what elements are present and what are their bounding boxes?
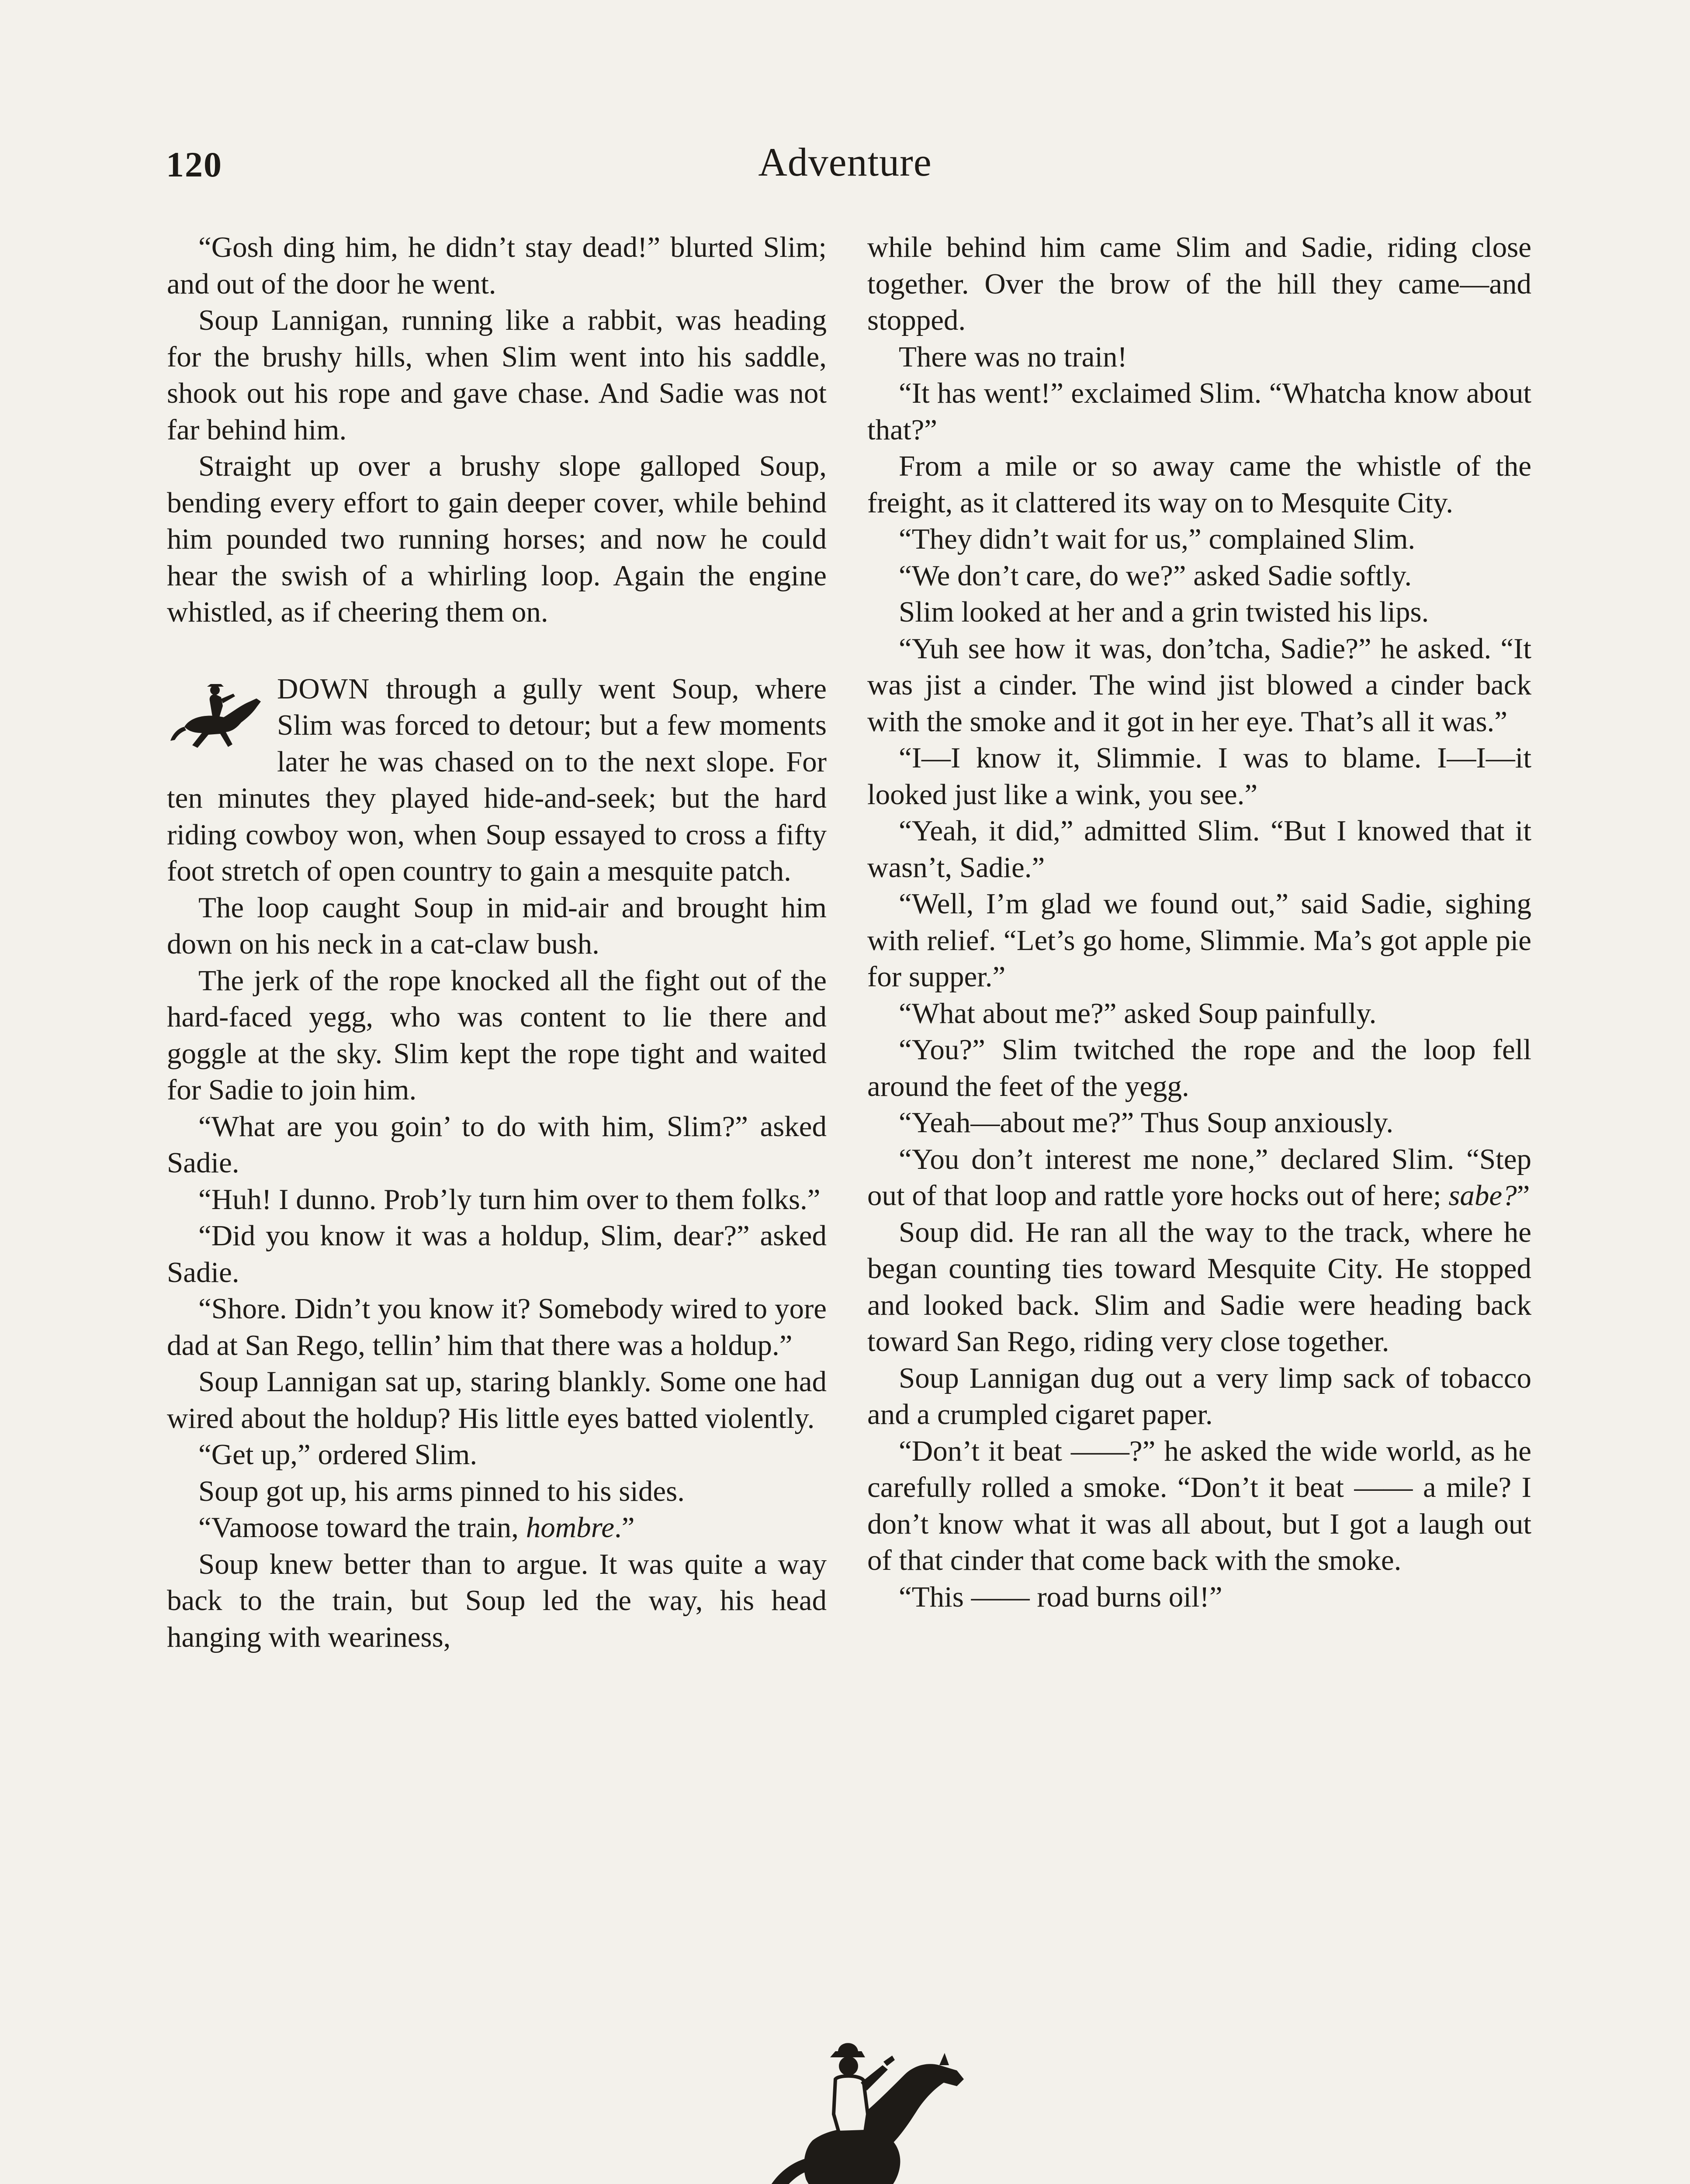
paragraph: Soup did. He ran all the way to the track, where he began counting ties toward Mesquite City. He stopped and looked back. Slim and Sadie were heading back toward San Rego, riding very close together. [867,1216,1531,1358]
dropcap-rest: through a gully went Soup, where Slim was forced to detour; but a few moments later he was chased on to the next slope. For ten minutes they played hide-and-seek; but the hard riding cowboy won, when Soup essayed to cross a fifty foot stretch of open country to gain a mesquite patch. [167,672,827,887]
paragraph: Soup Lannigan dug out a very limp sack of tobacco and a crumpled cigaret paper. [867,1362,1531,1431]
text-run: .” [614,1511,635,1544]
dropcap-paragraph [167,671,827,890]
paragraph: “It has went!” exclaimed Slim. “Whatcha know about that?” [867,377,1531,446]
paragraph: “What are you goin’ to do with him, Slim?” asked Sadie. [167,1110,827,1179]
paragraph: “We don’t care, do we?” asked Sadie softly. [899,559,1412,592]
paragraph: “Did you know it was a holdup, Slim, dear?” asked Sadie. [167,1220,827,1289]
paragraph: Slim looked at her and a grin twisted his lips. [899,596,1429,628]
paragraph: “What about me?” asked Soup painfully. [899,997,1377,1030]
paragraph [867,1141,1531,1214]
paragraph: “Don’t it beat ——?” he asked the wide world, as he carefully rolled a smoke. “Don’t it beat —— a mile? I don’t know what it was all about, but I got a laugh out of that cinder that come back with the smoke. [867,1434,1531,1576]
paragraph: “Yuh see how it was, don’tcha, Sadie?” he asked. “It was jist a cinder. The wind jist blowed a cinder back with the smoke and it got in her eye. That’s all it was.” [867,632,1531,738]
paragraph: The jerk of the rope knocked all the fight out of the hard-faced yegg, who was content to lie there and goggle at the sky. Slim kept the rope tight and waited for Sadie to join him. [167,964,827,1106]
italic-text: hombre [526,1511,615,1544]
paragraph: “Get up,” ordered Slim. [198,1438,478,1471]
paragraph: “Yeah, it did,” admitted Slim. “But I knowed that it wasn’t, Sadie.” [867,815,1531,884]
running-head: Adventure [758,140,932,184]
right-column [867,229,1531,1615]
paragraph: “I—I know it, Slimmie. I was to blame. I—I—it looked just like a wink, you see.” [867,742,1531,811]
text-run: ” [1517,1179,1530,1212]
paragraph: “They didn’t wait for us,” complained Slim. [899,523,1416,555]
cowboy-on-horse-icon [167,674,267,757]
paragraph: There was no train! [899,340,1127,373]
paragraph: Soup knew better than to argue. It was quite a way back to the train, but Soup led the way, his head hanging with weariness, [167,1548,827,1653]
paragraph: “Shore. Didn’t you know it? Somebody wired to yore dad at San Rego, tellin’ him that there was a holdup.” [167,1292,827,1362]
paragraph: The loop caught Soup in mid-air and brought him down on his neck in a cat-claw bush. [167,891,827,960]
section-break [167,631,827,671]
page-number: 120 [166,145,222,184]
text-run: “You don’t interest me none,” declared Slim. “Step out of that loop and rattle yore hocks out of here; [867,1143,1531,1212]
paragraph: “Well, I’m glad we found out,” said Sadie, sighing with relief. “Let’s go home, Slimmie. Ma’s got apple pie for supper.” [867,888,1531,993]
cowboy-on-horse-icon [721,2009,983,2184]
paragraph: Straight up over a brushy slope galloped Soup, bending every effort to gain deeper cover, while behind him pounded two running horses; and now he could hear the swish of a whirling loop. Again the engine whistled, as if cheering them on. [167,450,827,628]
paragraph-continuation: while behind him came Slim and Sadie, riding close together. Over the brow of the hill they came—and stopped. [867,231,1531,336]
paragraph: “You?” Slim twitched the rope and the loop fell around the feet of the yegg. [867,1033,1531,1102]
left-column [167,229,827,1655]
paragraph: “Huh! I dunno. Prob’ly turn him over to them folks.” [198,1183,821,1216]
italic-text: sabe? [1448,1179,1517,1212]
paragraph: Soup Lannigan sat up, staring blankly. Some one had wired about the holdup? His little eyes batted violently. [167,1365,827,1434]
dropcap-word: DOWN [277,672,370,705]
paragraph: “This —— road burns oil!” [899,1580,1222,1613]
paragraph: From a mile or so away came the whistle of the freight, as it clattered its way on to Mesquite City. [867,450,1531,519]
paragraph: Soup got up, his arms pinned to his sides. [198,1475,685,1507]
paragraph: Soup Lannigan, running like a rabbit, was heading for the brushy hills, when Slim went into his saddle, shook out his rope and gave chase. And Sadie was not far behind him. [167,304,827,446]
paragraph: “Yeah—about me?” Thus Soup anxiously. [899,1106,1394,1139]
text-run: “Vamoose toward the train, [198,1511,526,1544]
paragraph [167,1510,827,1546]
paragraph: “Gosh ding him, he didn’t stay dead!” blurted Slim; and out of the door he went. [167,231,827,300]
